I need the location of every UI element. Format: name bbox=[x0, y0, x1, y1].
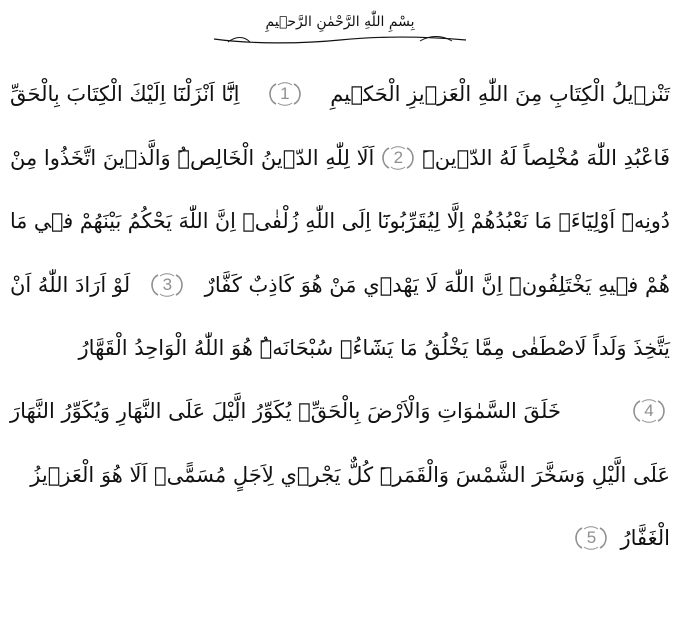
verse-text-segment: خَلَقَ السَّمٰوَاتِ وَالْاَرْضَ بِالْحَقِّۚ يُكَوِّرُ الَّيْلَ عَلَى النَّهَارِ وَيُكَوِّرُ النَّهَارَ bbox=[10, 399, 561, 423]
verse-line bbox=[10, 516, 670, 560]
verse-line bbox=[10, 263, 670, 307]
verse-text-segment: لَوْ اَرَادَ اللّٰهُ اَنْ bbox=[10, 273, 131, 297]
verse-line bbox=[9, 199, 670, 243]
verse-line bbox=[10, 389, 670, 433]
ayah-number: 1 bbox=[280, 84, 290, 103]
verse-text-segment: تَنْز۪يلُ الْكِتَابِ مِنَ اللّٰهِ الْعَز۪يزِ الْحَك۪يمِ bbox=[330, 82, 670, 106]
ayah-marker bbox=[377, 144, 419, 172]
ayah-marker bbox=[146, 271, 188, 299]
verse-text-segment: الْغَفَّارُ bbox=[620, 526, 670, 550]
ayah-number: 2 bbox=[393, 148, 404, 167]
verse-text-segment: يَتَّخِذَ وَلَداً لَاصْطَفٰى مِمَّا يَخْلُقُ مَا يَشَٓاءُۙ سُبْحَانَهُۜ هُوَ اللّٰهُ الْوَاحِدُ الْقَهَّارُ bbox=[78, 336, 670, 360]
verse-line bbox=[10, 72, 670, 116]
verse-text-segment: دُونِه۪ٓ اَوْلِيَٓاءَۢ مَا نَعْبُدُهُمْ اِلَّا لِيُقَرِّبُونَٓا اِلَى اللّٰهِ زُلْفٰىۜ اِنَّ اللّٰهَ يَحْكُمُ بَيْنَهُمْ ف۪ي مَا bbox=[9, 209, 670, 233]
verse-text-segment: هُمْ ف۪يهِ يَخْتَلِفُونَۜ اِنَّ اللّٰهَ لَا يَهْد۪ي مَنْ هُوَ كَاذِبٌ كَفَّارٌ bbox=[204, 273, 670, 297]
ayah-marker bbox=[570, 524, 612, 552]
verse-line bbox=[10, 453, 670, 497]
verse-line bbox=[10, 326, 670, 370]
verse-text-segment: اِنَّٓا اَنْزَلْنَٓا اِلَيْكَ الْكِتَابَ بِالْحَقِّ bbox=[10, 82, 240, 106]
ayah-number: 3 bbox=[162, 275, 173, 294]
verse-text-segment: عَلَى الَّيْلِ وَسَخَّرَ الشَّمْسَ وَالْقَمَرَۜ كُلٌّ يَجْر۪ي لِاَجَلٍ مُسَمًّىۜ اَلَا هُوَ الْعَز۪يزُ bbox=[30, 463, 670, 487]
verse-text-segment: فَاعْبُدِ اللّٰهَ مُخْلِصاً لَهُ الدّ۪ينَۜ bbox=[422, 146, 670, 170]
basmala-text: بِسْمِ اللّٰهِ الرَّحْمٰنِ الرَّح۪يمِ bbox=[265, 14, 415, 30]
basmala-header bbox=[190, 12, 490, 46]
ayah-marker bbox=[264, 80, 306, 108]
basmala-swash-ornament bbox=[210, 30, 470, 46]
ayah-marker bbox=[628, 397, 670, 425]
verse-line bbox=[10, 136, 670, 180]
ayah-number: 5 bbox=[586, 528, 597, 547]
verse-text-segment: اَلَا لِلّٰهِ الدّ۪ينُ الْخَالِصُۜ وَالَّذ۪ينَ اتَّخَذُوا مِنْ bbox=[10, 146, 375, 170]
ayah-number: 4 bbox=[644, 401, 654, 420]
